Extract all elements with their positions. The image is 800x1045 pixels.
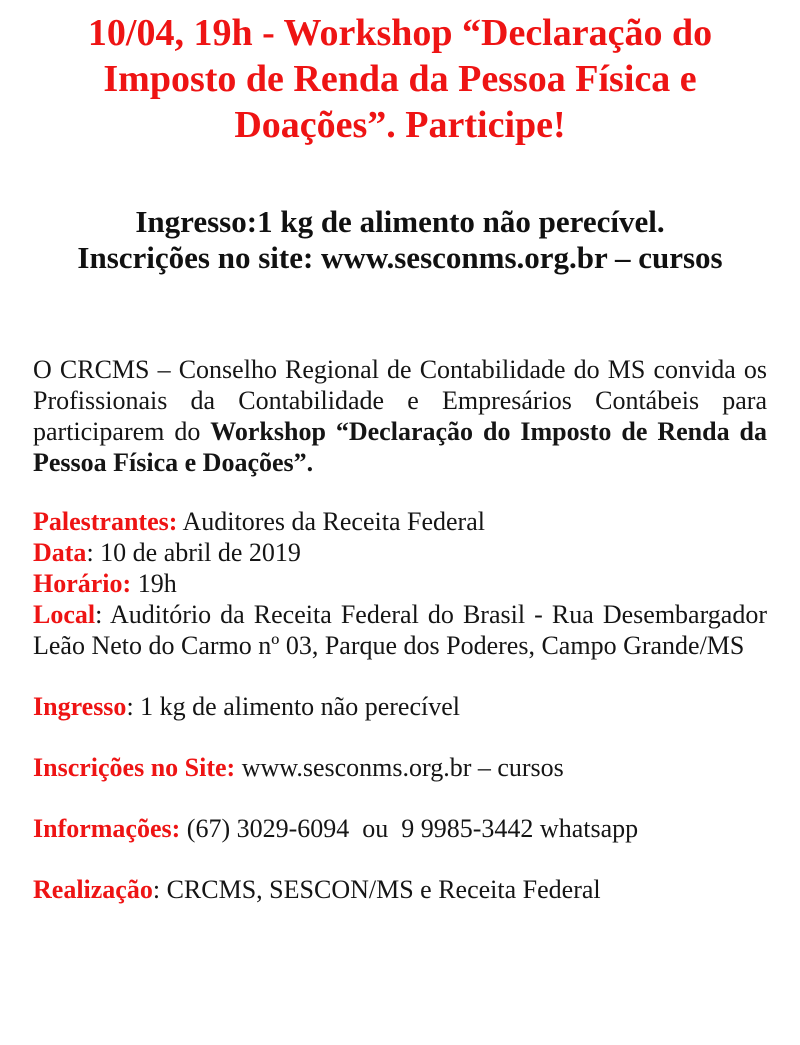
- subtitle-line-1: Ingresso:1 kg de alimento não perecível.: [135, 204, 665, 239]
- detail-row-inscricoes: [33, 752, 767, 783]
- ingresso-colon: :: [126, 692, 134, 721]
- intro-bold-text: Workshop “Declaração do Imposto de Renda da Pessoa Física e Doações”.: [33, 417, 767, 477]
- detail-row-palestrantes: [33, 506, 767, 537]
- informacoes-label: Informações:: [33, 814, 181, 843]
- informacoes-value: (67) 3029-6094 ou 9 9985-3442 whatsapp: [180, 814, 639, 843]
- intro-text: O CRCMS – Conselho Regional de Contabilidade do MS convida os Profissionais da Contabilidade e Empresários Contábeis para participarem do: [33, 355, 767, 446]
- subtitle: [33, 204, 767, 276]
- detail-row-informacoes: [33, 813, 767, 844]
- local-value: Auditório da Receita Federal do Brasil - Rua Desembargador Leão Neto do Carmo nº 03, Parque dos Poderes, Campo Grande/MS: [33, 600, 774, 660]
- detail-row-data: [33, 537, 767, 568]
- intro-paragraph: [33, 354, 767, 478]
- realizacao-label: Realização: [33, 875, 153, 904]
- realizacao-colon: :: [152, 875, 161, 904]
- horario-label: Horário:: [33, 569, 132, 598]
- detail-row-realizacao: [33, 874, 767, 905]
- ingresso-label: Ingresso: [33, 692, 127, 721]
- palestrantes-value: Auditores da Receita Federal: [177, 507, 485, 536]
- event-details: [33, 506, 774, 905]
- inscricoes-value: www.sesconms.org.br – cursos: [235, 753, 564, 782]
- local-label: Local: [33, 600, 96, 629]
- data-label: Data: [33, 538, 87, 567]
- inscricoes-label: Inscrições no Site:: [33, 753, 236, 782]
- local-colon: :: [95, 600, 103, 629]
- subtitle-line-2: Inscrições no site: www.sesconms.org.br – cursos: [77, 240, 723, 275]
- palestrantes-label: Palestrantes:: [33, 507, 178, 536]
- page-title: 10/04, 19h - Workshop “Declaração do Imposto de Renda da Pessoa Física e Doações”. Participe!: [87, 12, 713, 146]
- horario-value: 19h: [131, 569, 177, 598]
- detail-row-horario: [33, 568, 767, 599]
- data-value: 10 de abril de 2019: [93, 538, 301, 567]
- realizacao-value: CRCMS, SESCON/MS e Receita Federal: [160, 875, 601, 904]
- detail-row-ingresso: [33, 691, 767, 722]
- data-colon: :: [86, 538, 94, 567]
- detail-row-local: [33, 599, 774, 661]
- ingresso-value: 1 kg de alimento não perecível: [133, 692, 460, 721]
